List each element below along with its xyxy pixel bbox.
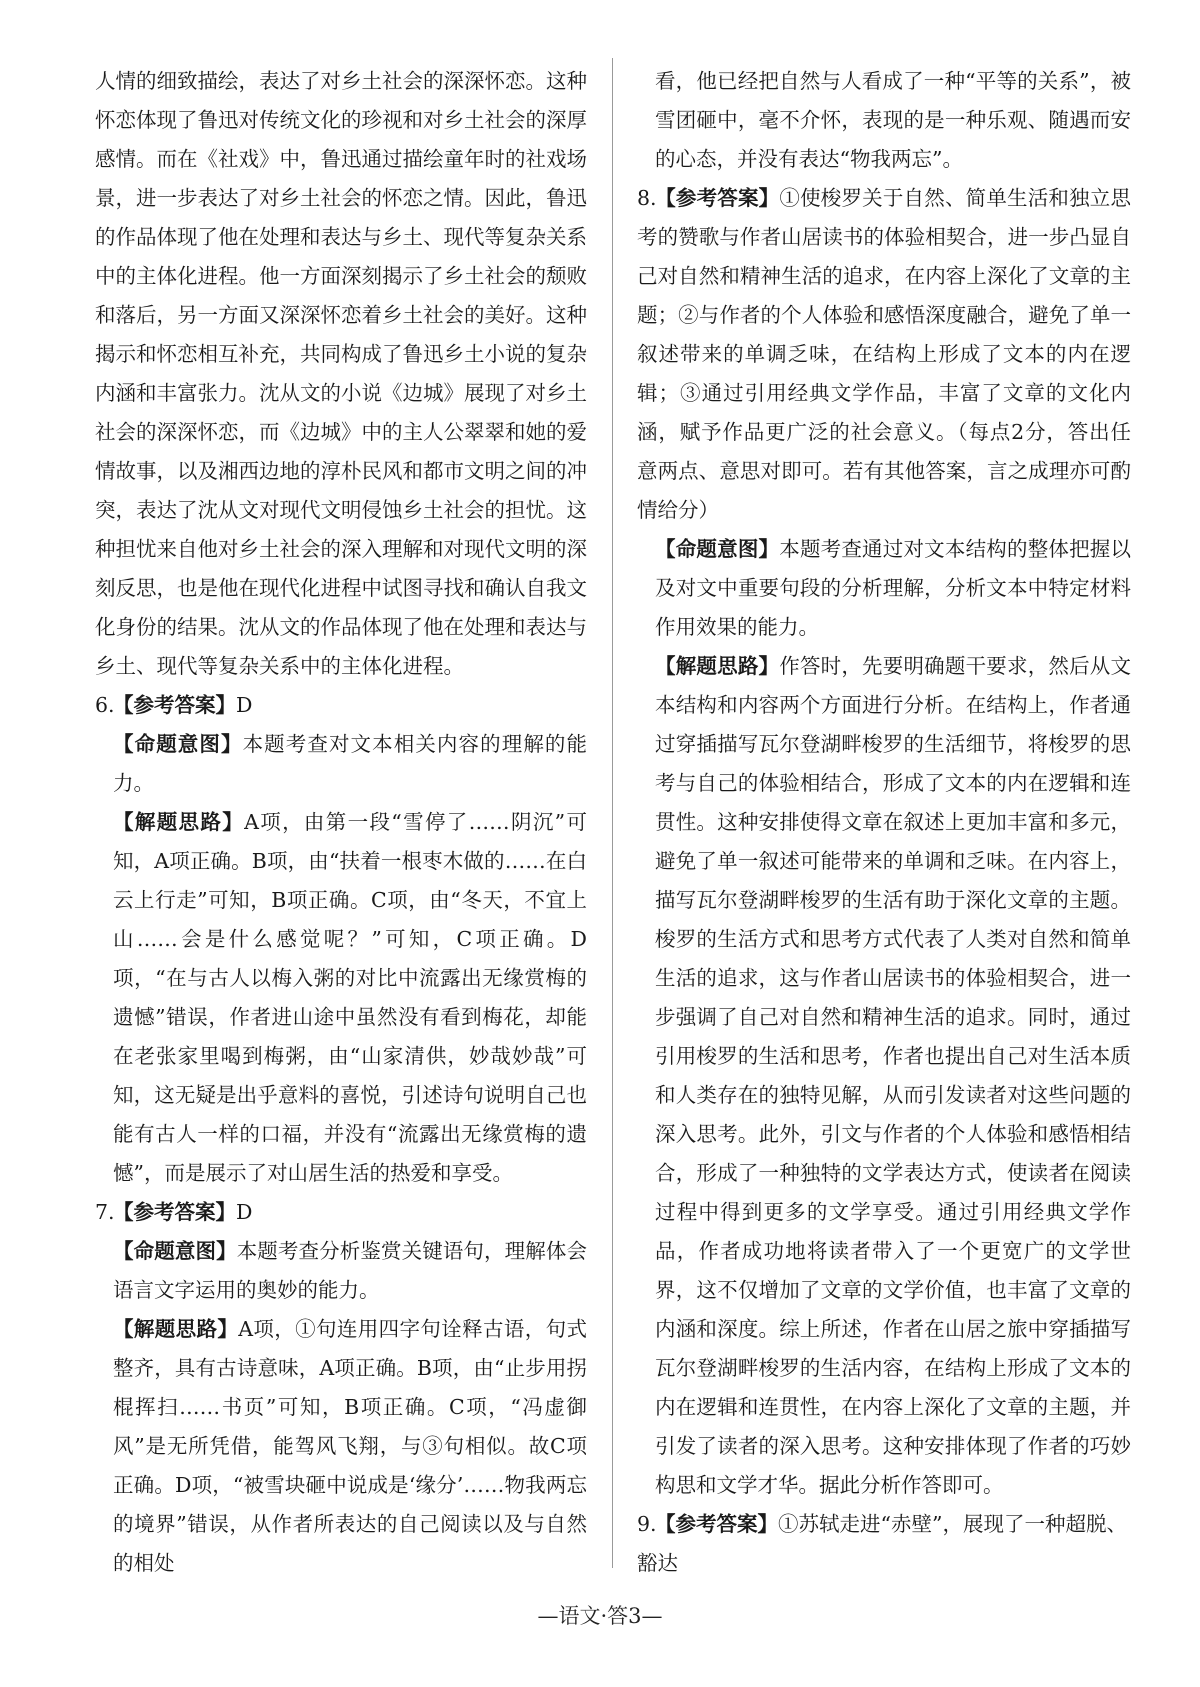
page-footer: —语文·答3— <box>537 1604 663 1628</box>
q8-answer: ①使梭罗关于自然、简单生活和独立思考的赞歌与作者山居读书的体验相契合，进一步凸显自己对自然和精神生活的追求，在内容上深化了文章的主题；②与作者的个人体验和感悟深度融合，避免了单一叙述带来的单调乏味，在结构上形成了文本的内在逻辑；③通过引用经典文学作品，丰富了文章的文化内涵，赋予作品更广泛的社会意义。（每点2分，答出任意两点、意思对即可。若有其他答案，言之成理亦可酌情给分） <box>637 186 1132 522</box>
q7-intent-tag: 【命题意图】 <box>113 1239 237 1263</box>
column-divider <box>612 58 613 1568</box>
q6-idea <box>95 803 587 1193</box>
q6-answer-tag: 【参考答案】 <box>113 693 236 717</box>
q8-idea-tag: 【解题思路】 <box>655 654 780 678</box>
question-9 <box>637 1505 1131 1583</box>
q8-number: 8. <box>637 186 657 210</box>
q6-intent-tag: 【命题意图】 <box>113 732 243 756</box>
q6-answer: D <box>236 693 253 717</box>
q6-idea-text: A项，由第一段“雪停了……阴沉”可知，A项正确。B项，由“扶着一根枣木做的……在白云上行走”可知，B项正确。C项，由“冬天，不宜上山……会是什么感觉呢？”可知，C项正确。D项，“在与古人以梅入粥的对比中流露出无缘赏梅的遗憾”错误，作者进山途中虽然没有看到梅花，却能在老张家里喝到梅粥，由“山家清供，妙哉妙哉”可知，这无疑是出乎意料的喜悦，引述诗句说明自己也能有古人一样的口福，并没有“流露出无缘赏梅的遗憾”，而是展示了对山居生活的热爱和享受。 <box>113 810 588 1185</box>
q7-idea-tag: 【解题思路】 <box>113 1317 239 1341</box>
question-7 <box>95 1193 587 1583</box>
q7-idea-text: A项，①句连用四字句诠释古语，句式整齐，具有古诗意味，A项正确。B项，由“止步用拐棍挥扫……书页”可知，B项正确。C项，“冯虚御风”是无所凭借，能驾风飞翔，与③句相似。故C项正确。D项，“被雪块砸中说成是‘缘分’……物我两忘的境界”错误，从作者所表达的自己阅读以及与自然的相处 <box>113 1317 587 1575</box>
right-column <box>637 62 1131 1583</box>
q7-answer-tag: 【参考答案】 <box>113 1200 236 1224</box>
q8-idea <box>637 647 1131 1505</box>
q7-idea <box>95 1310 587 1583</box>
q6-intent-text: 本题考查对文本相关内容的理解的能力。 <box>113 732 588 795</box>
intro-paragraph: 人情的细致描绘，表达了对乡土社会的深深怀恋。这种怀恋体现了鲁迅对传统文化的珍视和对乡土社会的深厚感情。而在《社戏》中，鲁迅通过描绘童年时的社戏场景，进一步表达了对乡土社会的怀恋之情。因此，鲁迅的作品体现了他在处理和表达与乡土、现代等复杂关系中的主体化进程。他一方面深刻揭示了乡土社会的颓败和落后，另一方面又深深怀恋着乡土社会的美好。这种揭示和怀恋相互补充，共同构成了鲁迅乡土小说的复杂内涵和丰富张力。沈从文的小说《边城》展现了对乡土社会的深深怀恋，而《边城》中的主人公翠翠和她的爱情故事，以及湘西边地的淳朴民风和都市文明之间的冲突，表达了沈从文对现代文明侵蚀乡土社会的担忧。这种担忧来自他对乡土社会的深入理解和对现代文明的深刻反思，也是他在现代化进程中试图寻找和确认自我文化身份的结果。沈从文的作品体现了他在处理和表达与乡土、现代等复杂关系中的主体化进程。 <box>95 69 587 678</box>
q6-answer-line <box>95 686 587 725</box>
q7-answer-line <box>95 1193 587 1232</box>
question-6 <box>95 686 587 1193</box>
q8-intent-text: 本题考查通过对文本结构的整体把握以及对文中重要句段的分析理解，分析文本中特定材料作用效果的能力。 <box>655 537 1132 639</box>
q6-idea-tag: 【解题思路】 <box>113 810 245 834</box>
q8-answer-tag: 【参考答案】 <box>655 186 780 210</box>
q7-number: 7. <box>95 1200 115 1224</box>
q8-answer-line <box>637 179 1131 530</box>
q9-answer-tag: 【参考答案】 <box>655 1512 778 1536</box>
q9-answer-line <box>637 1505 1131 1583</box>
q9-answer: ①苏轼走进“赤壁”，展现了一种超脱、豁达 <box>637 1512 1127 1575</box>
left-column <box>95 62 587 1583</box>
q7-intent-text: 本题考查分析鉴赏关键语句，理解体会语言文字运用的奥妙的能力。 <box>113 1239 588 1302</box>
q7-continuation: 看，他已经把自然与人看成了一种“平等的关系”，被雪团砸中，毫不介怀，表现的是一种乐观、随遇而安的心态，并没有表达“物我两忘”。 <box>655 69 1131 171</box>
q8-intent-tag: 【命题意图】 <box>655 537 780 561</box>
q8-intent <box>637 530 1131 647</box>
q9-number: 9. <box>637 1512 657 1536</box>
q8-idea-text: 作答时，先要明确题干要求，然后从文本结构和内容两个方面进行分析。在结构上，作者通过穿插描写瓦尔登湖畔梭罗的生活细节，将梭罗的思考与自己的体验相结合，形成了文本的内在逻辑和连贯性。这种安排使得文章在叙述上更加丰富和多元，避免了单一叙述可能带来的单调和乏味。在内容上，描写瓦尔登湖畔梭罗的生活有助于深化文章的主题。梭罗的生活方式和思考方式代表了人类对自然和简单生活的追求，这与作者山居读书的体验相契合，进一步强调了自己对自然和精神生活的追求。同时，通过引用梭罗的生活和思考，作者也提出自己对生活本质和人类存在的独特见解，从而引发读者对这些问题的深入思考。此外，引文与作者的个人体验和感悟相结合，形成了一种独特的文学表达方式，使读者在阅读过程中得到更多的文学享受。通过引用经典文学作品，作者成功地将读者带入了一个更宽广的文学世界，这不仅增加了文章的文学价值，也丰富了文章的内涵和深度。综上所述，作者在山居之旅中穿插描写瓦尔登湖畔梭罗的生活内容，在结构上形成了文本的内在逻辑和连贯性，在内容上深化了文章的主题，并引发了读者的深入思考。这种安排体现了作者的巧妙构思和文学才华。据此分析作答即可。 <box>655 654 1132 1497</box>
q6-number: 6. <box>95 693 115 717</box>
question-8 <box>637 179 1131 1505</box>
q6-intent <box>95 725 587 803</box>
q7-answer: D <box>236 1200 253 1224</box>
q7-intent <box>95 1232 587 1310</box>
